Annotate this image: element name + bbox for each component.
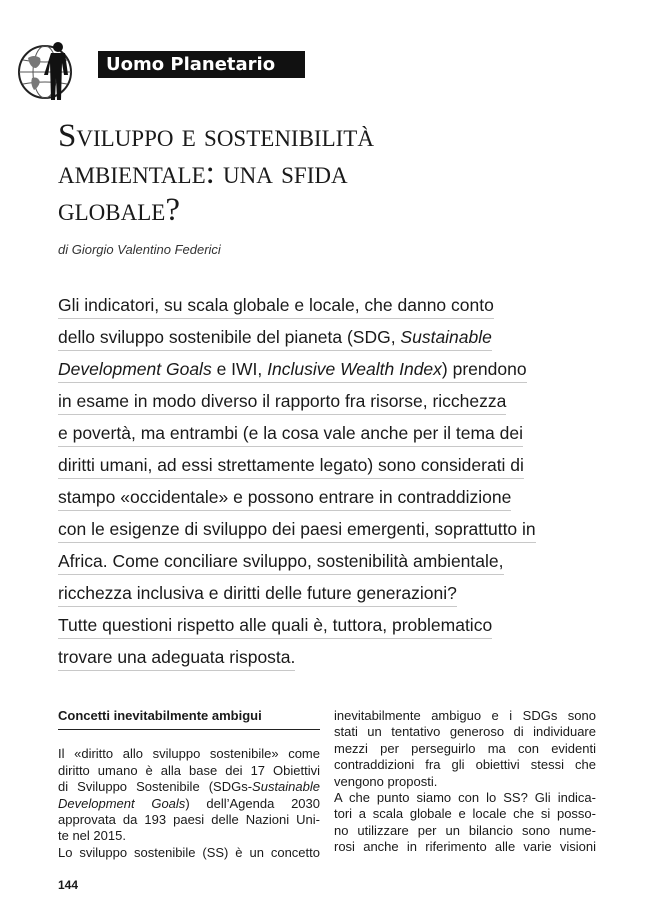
abstract-line: dello sviluppo sostenibile del pianeta (SDG, Sustainable — [58, 324, 492, 351]
left-column — [58, 708, 320, 861]
abstract-line: stampo «occidentale» e possono entrare in contraddizione — [58, 484, 511, 511]
paragraph: Il «diritto allo sviluppo sostenibile» come diritto umano è alla base dei 17 Obiettivi di Sviluppo Sostenibile (SDGs-Sustainable Development Goals) dell’Agenda 2030 approvata da 193 paesi delle Nazioni Uni- te nel 2015. — [58, 746, 321, 844]
abstract-line: in esame in modo diverso il rapporto fra risorse, ricchezza — [58, 388, 506, 415]
paragraph: A che punto siamo con lo SS? Gli indica- tori a scala globale e locale che si posso- no utilizzare per un bilancio sono nume- rosi anche in riferimento alle varie visioni — [334, 790, 596, 855]
abstract-line: Development Goals e IWI, Inclusive Wealth Index) prendono — [58, 356, 527, 383]
article-title — [58, 118, 618, 229]
abstract-line: Tutte questioni rispetto alle quali è, tuttora, problematico — [58, 612, 492, 639]
title-line: Sviluppo e sostenibilità — [58, 118, 374, 154]
abstract-line: con le esigenze di sviluppo dei paesi emergenti, soprattutto in — [58, 516, 536, 543]
page-number: 144 — [58, 878, 79, 892]
abstract-line: ricchezza inclusiva e diritti delle future generazioni? — [58, 580, 457, 607]
abstract-line: trovare una adeguata risposta. — [58, 644, 295, 671]
abstract-line: Africa. Come conciliare sviluppo, sostenibilità ambientale, — [58, 548, 504, 575]
title-line: ambientale: una sfida — [58, 155, 348, 191]
abstract-line: e povertà, ma entrambi (e la cosa vale anche per il tema dei — [58, 420, 523, 447]
rubric-label: Uomo Planetario — [98, 51, 305, 78]
paragraph: inevitabilmente ambiguo e i SDGs sono stati un tentativo generoso di individuare mezzi per perseguirlo ma con evidenti contraddizioni fra gli obiettivi stessi che vengono proposti. — [334, 708, 596, 789]
globe-man-icon — [18, 38, 82, 102]
byline: di Giorgio Valentino Federici — [58, 242, 221, 257]
abstract-line: diritti umani, ad essi strettamente legato) sono considerati di — [58, 452, 524, 479]
title-line: globale? — [58, 192, 180, 228]
abstract-line: Gli indicatori, su scala globale e locale, che danno conto — [58, 292, 494, 319]
abstract — [58, 292, 578, 676]
section-header — [18, 38, 318, 102]
section-heading: Concetti inevitabilmente ambigui — [58, 708, 320, 730]
paragraph: Lo sviluppo sostenibile (SS) è un concetto — [58, 844, 320, 860]
right-column — [334, 708, 596, 856]
